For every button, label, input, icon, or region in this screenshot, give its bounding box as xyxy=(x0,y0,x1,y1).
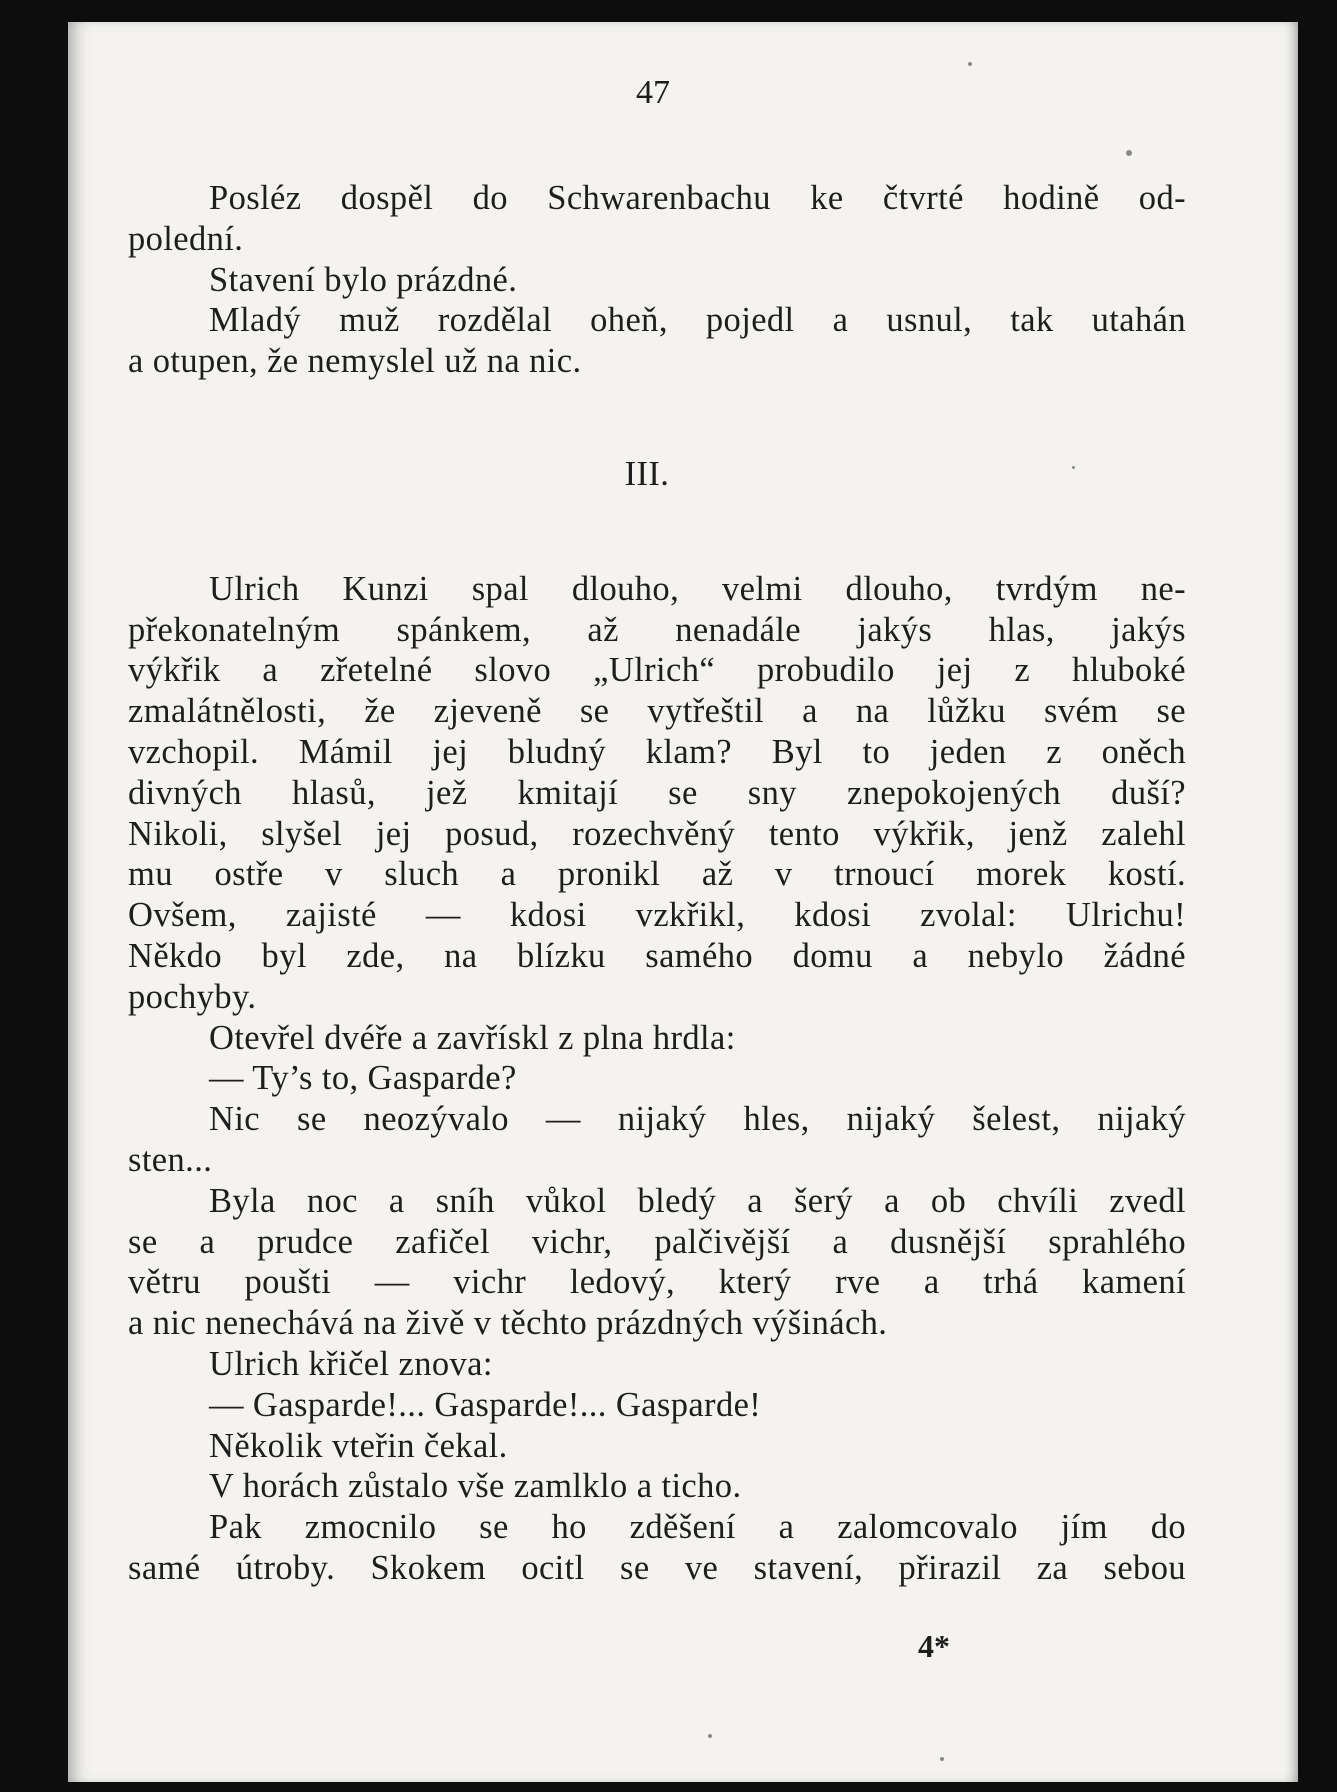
dust-speck xyxy=(1126,150,1132,156)
dust-speck xyxy=(940,1757,944,1761)
paragraph xyxy=(128,300,1186,382)
text-line: Byla noc a sníh vůkol bledý a šerý a ob chvíli zvedl xyxy=(209,1181,1186,1220)
text-line: Ulrich Kunzi spal dlouho, velmi dlouho, tvrdým ne- xyxy=(209,569,1186,608)
paragraph xyxy=(128,178,1186,260)
text-line: Někdo byl zde, na blízku samého domu a nebylo žádné xyxy=(128,936,1186,975)
text-line: samé útroby. Skokem ocitl se ve stavení, přirazil za sebou xyxy=(128,1548,1186,1587)
text-line: výkřik a zřetelné slovo „Ulrich“ probudilo jej z hluboké xyxy=(128,651,1186,690)
text-line: — Gasparde!... Gasparde!... Gasparde! xyxy=(209,1385,762,1424)
paragraph xyxy=(128,260,1186,301)
body-text xyxy=(128,178,1186,1589)
text-line: větru poušti — vichr ledový, který rve a trhá kamení xyxy=(128,1263,1186,1302)
text-line: a otupen, že nemyslel už na nic. xyxy=(128,342,582,381)
page-number: 47 xyxy=(636,74,670,111)
book-page xyxy=(68,22,1298,1782)
signature-mark: 4* xyxy=(918,1628,950,1664)
paragraph xyxy=(128,1099,1186,1181)
text-line: Pak zmocnilo se ho zděšení a zalomcovalo jím do xyxy=(209,1508,1186,1547)
text-line: Posléz dospěl do Schwarenbachu ke čtvrté hodině od- xyxy=(209,179,1186,217)
paragraph xyxy=(128,1181,1186,1344)
text-line: Stavení bylo prázdné. xyxy=(209,260,518,299)
paragraph xyxy=(128,1018,1186,1059)
text-line: polední. xyxy=(128,219,244,258)
text-line: sten... xyxy=(128,1140,213,1179)
text-line: Nikoli, slyšel jej posud, rozechvěný tento výkřik, jenž zalehl xyxy=(128,814,1186,853)
section-heading: III. xyxy=(624,454,670,493)
text-line: zmalátnělosti, že zjeveně se vytřeštil a na lůžku svém se xyxy=(128,692,1186,731)
text-line: překonatelným spánkem, až nenadále jakýs hlas, jakýs xyxy=(128,610,1186,649)
paragraph xyxy=(128,1058,1186,1099)
text-line: Ovšem, zajisté — kdosi vzkřikl, kdosi zvolal: Ulrichu! xyxy=(128,896,1186,935)
text-line: — Ty’s to, Gasparde? xyxy=(209,1059,517,1098)
paragraph xyxy=(128,1507,1186,1589)
text-line: Mladý muž rozdělal oheň, pojedl a usnul, tak utahán xyxy=(209,301,1186,340)
text-line: mu ostře v sluch a pronikl až v trnoucí morek kostí. xyxy=(128,855,1186,894)
paragraph xyxy=(128,1385,1186,1426)
text-line: V horách zůstalo vše zamlklo a ticho. xyxy=(209,1467,742,1506)
paragraph xyxy=(128,569,1186,1018)
dust-speck xyxy=(968,62,972,66)
text-line: a nic nenechává na živě v těchto prázdných výšinách. xyxy=(128,1304,888,1343)
text-line: Nic se neozývalo — nijaký hles, nijaký šelest, nijaký xyxy=(209,1100,1186,1139)
text-line: Ulrich křičel znova: xyxy=(209,1344,493,1383)
paragraph xyxy=(128,1426,1186,1467)
paragraph xyxy=(128,1466,1186,1507)
text-line: Několik vteřin čekal. xyxy=(209,1426,508,1465)
dust-speck xyxy=(708,1734,712,1738)
text-line: se a prudce zafičel vichr, palčivější a dusnější sprahlého xyxy=(128,1222,1186,1261)
text-line: vzchopil. Mámil jej bludný klam? Byl to jeden z oněch xyxy=(128,732,1186,771)
text-line: pochyby. xyxy=(128,977,257,1016)
paragraph xyxy=(128,1344,1186,1385)
text-line: divných hlasů, jež kmitají se sny znepokojených duší? xyxy=(128,773,1186,812)
text-line: Otevřel dvéře a zavřískl z plna hrdla: xyxy=(209,1018,736,1057)
